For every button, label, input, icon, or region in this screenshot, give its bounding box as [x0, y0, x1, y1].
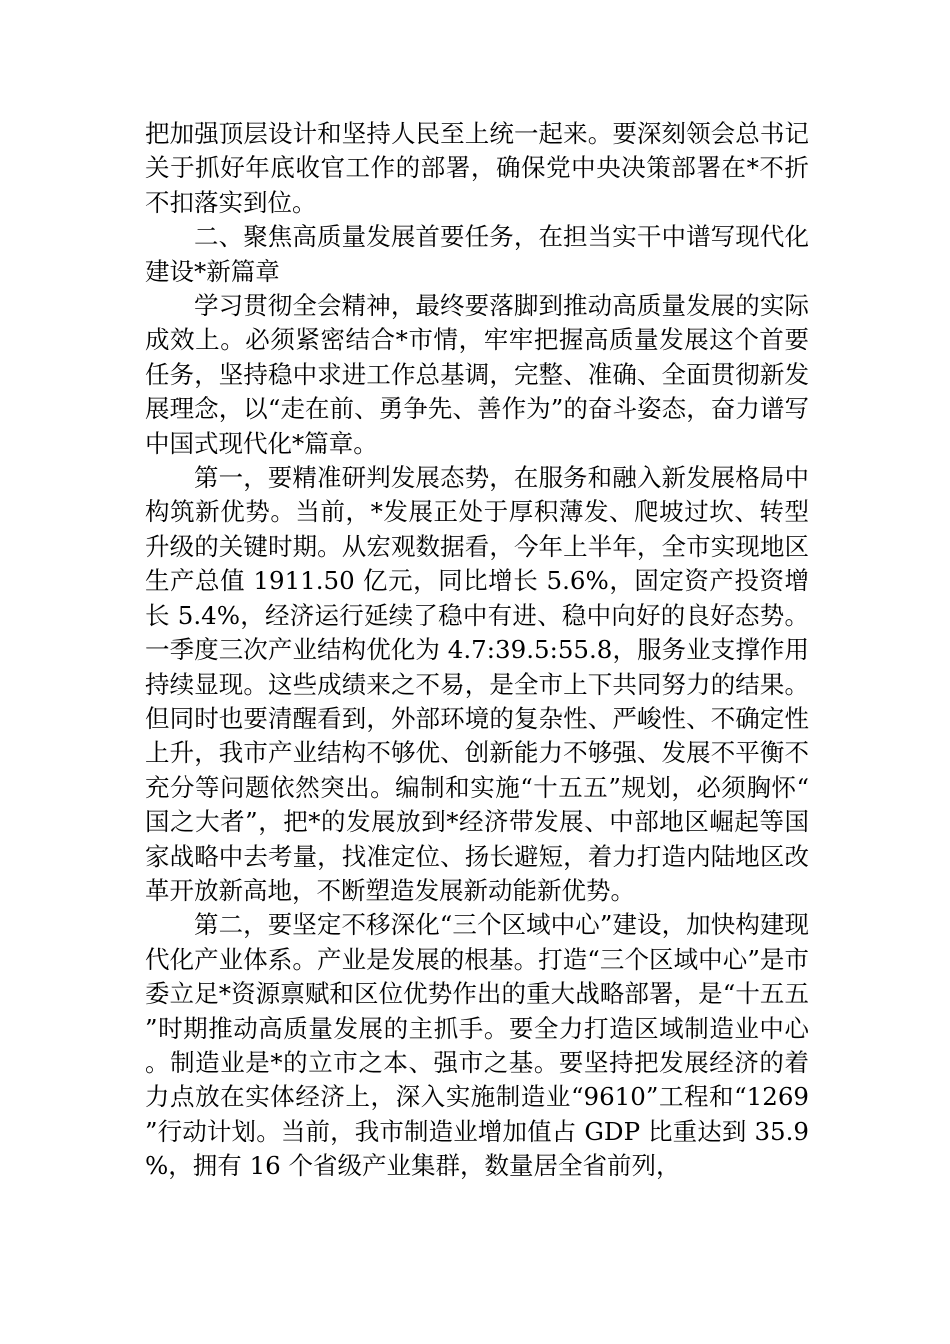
document-body [145, 117, 809, 1184]
paragraph-second-point: 第二，要坚定不移深化“三个区域中心”建设，加快构建现代化产业体系。产业是发展的根基。打造“三个区域中心”是市委立足*资源禀赋和区位优势作出的重大战略部署，是“十五五”时期推动高质量发展的主抓手。要全力打造区域制造业中心。制造业是*的立市之本、强市之基。要坚持把发展经济的着力点放在实体经济上，深入实施制造业“9610”工程和“1269”行动计划。当前，我市制造业增加值占 GDP 比重达到 35.9%，拥有 16 个省级产业集群，数量居全省前列， [145, 910, 809, 1181]
paragraph-first-point: 第一，要精准研判发展态势，在服务和融入新发展格局中构筑新优势。当前，*发展正处于厚积薄发、爬坡过坎、转型升级的关键时期。从宏观数据看，今年上半年，全市实现地区生产总值 1911.50 亿元，同比增长 5.6%，固定资产投资增长 5.4%，经济运行延续了稳中有进、稳中向好的良好态势。一季度三次产业结构优化为 4.7:39.5:55.8，服务业支撑作用持续显现。这些成绩来之不易，是全市上下共同努力的结果。但同时也要清醒看到，外部环境的复杂性、严峻性、不确定性上升，我市产业结构不够优、创新能力不够强、发展不平衡不充分等问题依然突出。编制和实施“十五五”规划，必须胸怀“国之大者”，把*的发展放到*经济带发展、中部地区崛起等国家战略中去考量，找准定位、扬长避短，着力打造内陆地区改革开放新高地，不断塑造发展新动能新优势。 [145, 463, 809, 905]
paragraph-intro: 学习贯彻全会精神，最终要落脚到推动高质量发展的实际成效上。必须紧密结合*市情，牢牢把握高质量发展这个首要任务，坚持稳中求进工作总基调，完整、准确、全面贯彻新发展理念，以“走在前、勇争先、善作为”的奋斗姿态，奋力谱写中国式现代化*篇章。 [145, 291, 809, 458]
section-heading: 二、聚焦高质量发展首要任务，在担当实干中谱写现代化建设*新篇章 [145, 222, 809, 286]
paragraph-continuation: 把加强顶层设计和坚持人民至上统一起来。要深刻领会总书记关于抓好年底收官工作的部署，确保党中央决策部署在*不折不扣落实到位。 [145, 119, 809, 217]
